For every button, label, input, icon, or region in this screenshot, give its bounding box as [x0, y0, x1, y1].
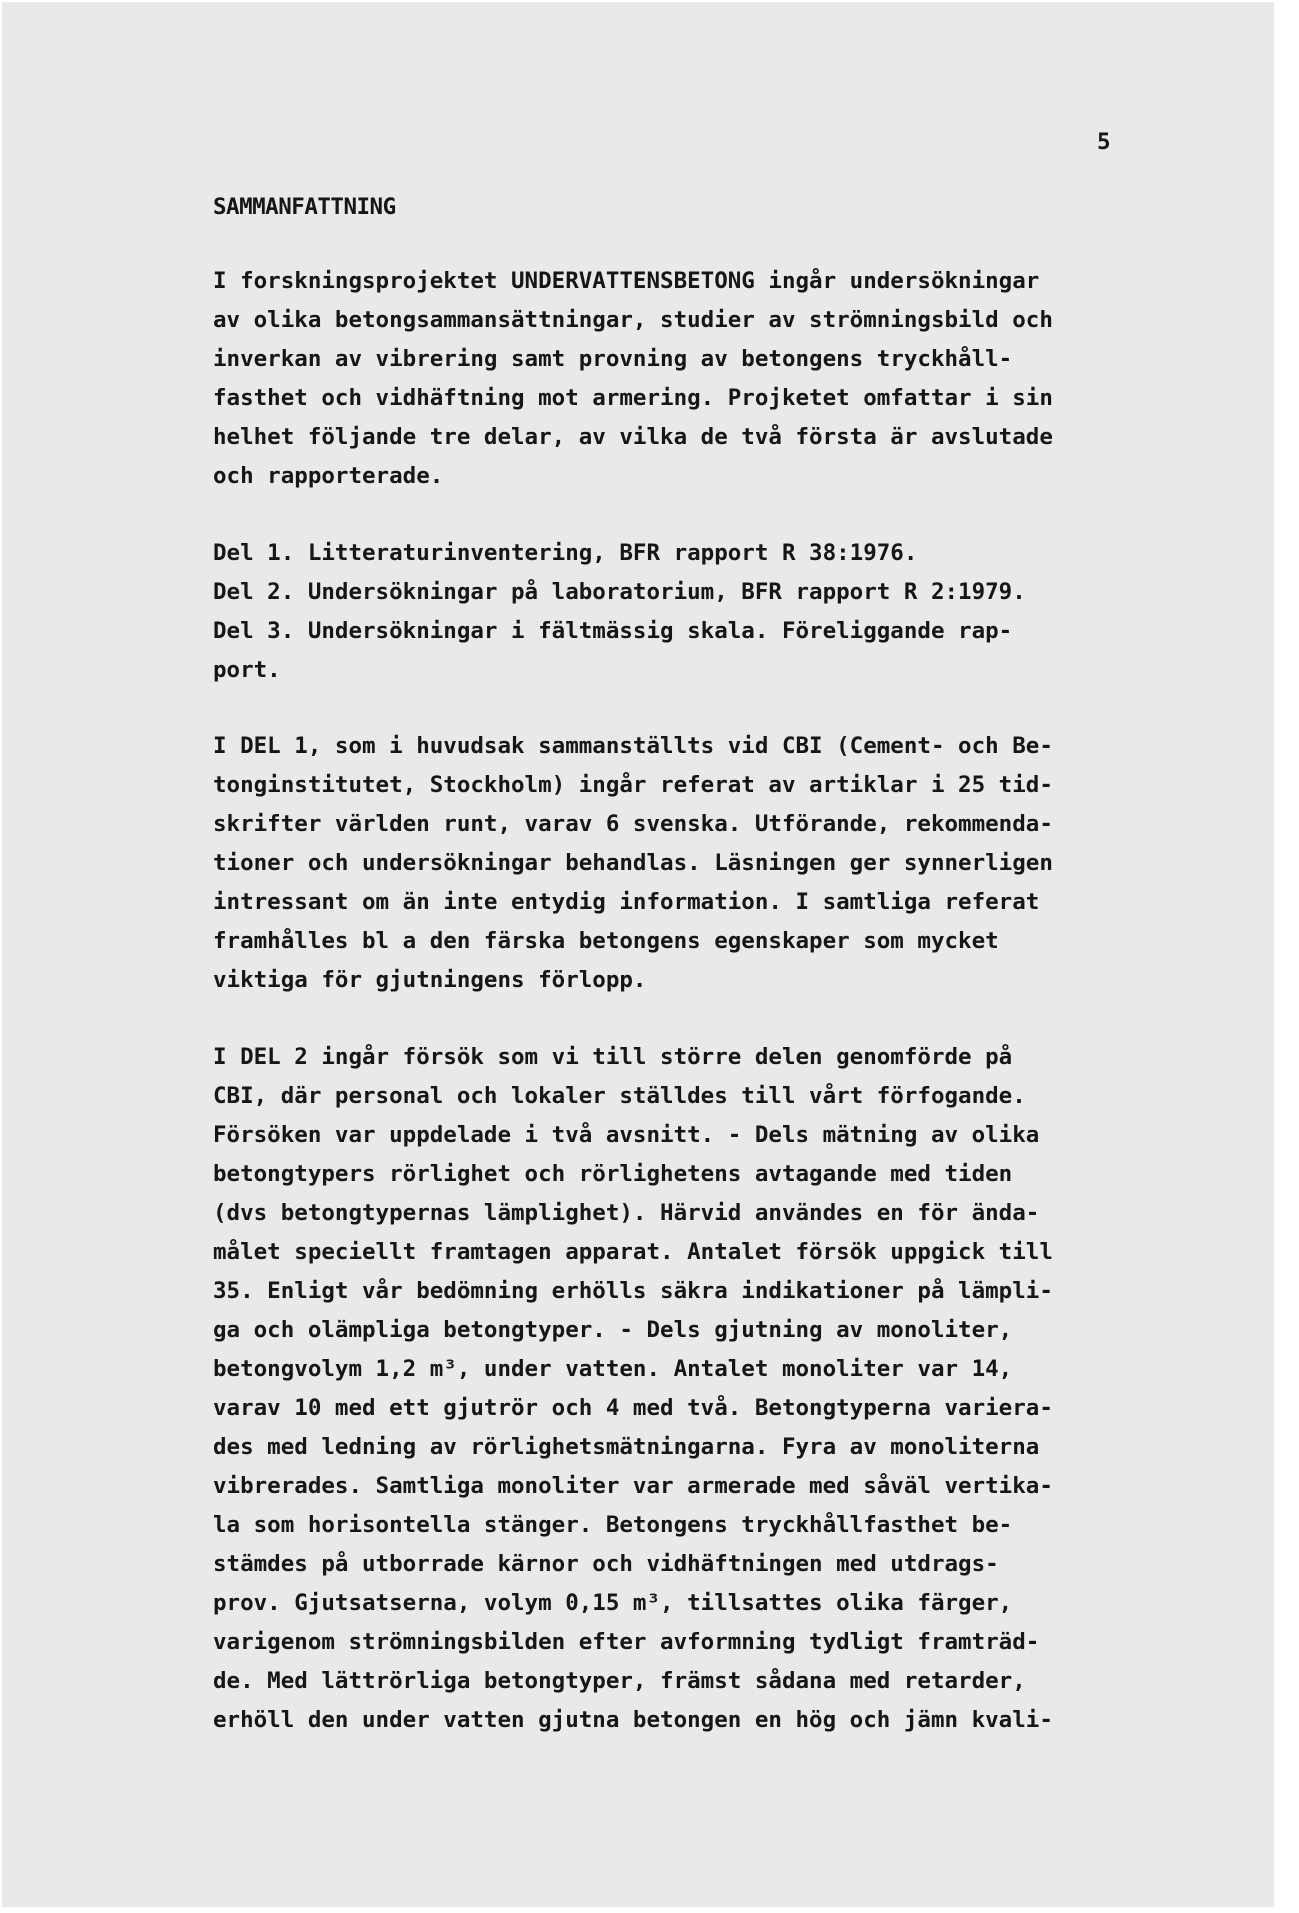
text-line: de. Med lättrörliga betongtyper, främst sådana med retarder, — [213, 1668, 1026, 1694]
text-line: tonginstitutet, Stockholm) ingår referat av artiklar i 25 tid- — [213, 772, 1053, 798]
text-line: ga och olämpliga betongtyper. - Dels gjutning av monoliter, — [213, 1317, 1013, 1343]
text-line: varigenom strömningsbilden efter avformning tydligt framträd- — [213, 1629, 1040, 1655]
text-line: Försöken var uppdelade i två avsnitt. - Dels mätning av olika — [213, 1122, 1040, 1148]
paragraph-part-1 — [213, 727, 1053, 1000]
list-item: Del 1. Litteraturinventering, BFR rapport R 38:1976. — [213, 540, 918, 566]
text-line: tioner och undersökningar behandlas. Läsningen ger synnerligen — [213, 850, 1053, 876]
text-line: målet speciellt framtagen apparat. Antalet försök uppgick till — [213, 1239, 1053, 1265]
text-line: 35. Enligt vår bedömning erhölls säkra indikationer på lämpli- — [213, 1278, 1053, 1304]
text-line: (dvs betongtypernas lämplighet). Härvid användes en för ända- — [213, 1200, 1040, 1226]
text-line: la som horisontella stänger. Betongens tryckhållfasthet be- — [213, 1512, 1013, 1538]
text-line: viktiga för gjutningens förlopp. — [213, 967, 647, 993]
text-line: betongvolym 1,2 m³, under vatten. Antalet monoliter var 14, — [213, 1356, 1013, 1382]
text-line: I DEL 2 ingår försök som vi till större delen genomförde på — [213, 1044, 1013, 1070]
paragraph-introduction — [213, 262, 1053, 496]
text-line: helhet följande tre delar, av vilka de två första är avslutade — [213, 424, 1053, 450]
list-item: Del 2. Undersökningar på laboratorium, BFR rapport R 2:1979. — [213, 579, 1026, 605]
text-line: stämdes på utborrade kärnor och vidhäftningen med utdrags- — [213, 1551, 999, 1577]
text-line: des med ledning av rörlighetsmätningarna. Fyra av monoliterna — [213, 1434, 1040, 1460]
page-number: 5 — [1097, 129, 1111, 155]
text-line: inverkan av vibrering samt provning av betongens tryckhåll- — [213, 346, 1013, 372]
paragraph-part-2 — [213, 1038, 1053, 1740]
text-line: vibrerades. Samtliga monoliter var armerade med såväl vertika- — [213, 1473, 1053, 1499]
list-item: Del 3. Undersökningar i fältmässig skala. Föreliggande rap- — [213, 618, 1013, 644]
section-heading: SAMMANFATTNING — [213, 194, 396, 220]
text-line: intressant om än inte entydig information. I samtliga referat — [213, 889, 1040, 915]
text-line: varav 10 med ett gjutrör och 4 med två. Betongtyperna variera- — [213, 1395, 1053, 1421]
text-line: och rapporterade. — [213, 463, 444, 489]
text-line: betongtypers rörlighet och rörlighetens avtagande med tiden — [213, 1161, 1013, 1187]
text-line: I DEL 1, som i huvudsak sammanställts vid CBI (Cement- och Be- — [213, 733, 1053, 759]
paragraph-parts-list — [213, 534, 1026, 690]
text-line: skrifter världen runt, varav 6 svenska. Utförande, rekommenda- — [213, 811, 1053, 837]
text-line: fasthet och vidhäftning mot armering. Projketet omfattar i sin — [213, 385, 1053, 411]
text-line: erhöll den under vatten gjutna betongen en hög och jämn kvali- — [213, 1707, 1053, 1733]
text-line: av olika betongsammansättningar, studier av strömningsbild och — [213, 307, 1053, 333]
text-line: CBI, där personal och lokaler ställdes till vårt förfogande. — [213, 1083, 1026, 1109]
text-line: prov. Gjutsatserna, volym 0,15 m³, tillsattes olika färger, — [213, 1590, 1013, 1616]
list-item: port. — [213, 657, 281, 683]
text-line: I forskningsprojektet UNDERVATTENSBETONG ingår undersökningar — [213, 268, 1040, 294]
text-line: framhålles bl a den färska betongens egenskaper som mycket — [213, 928, 999, 954]
